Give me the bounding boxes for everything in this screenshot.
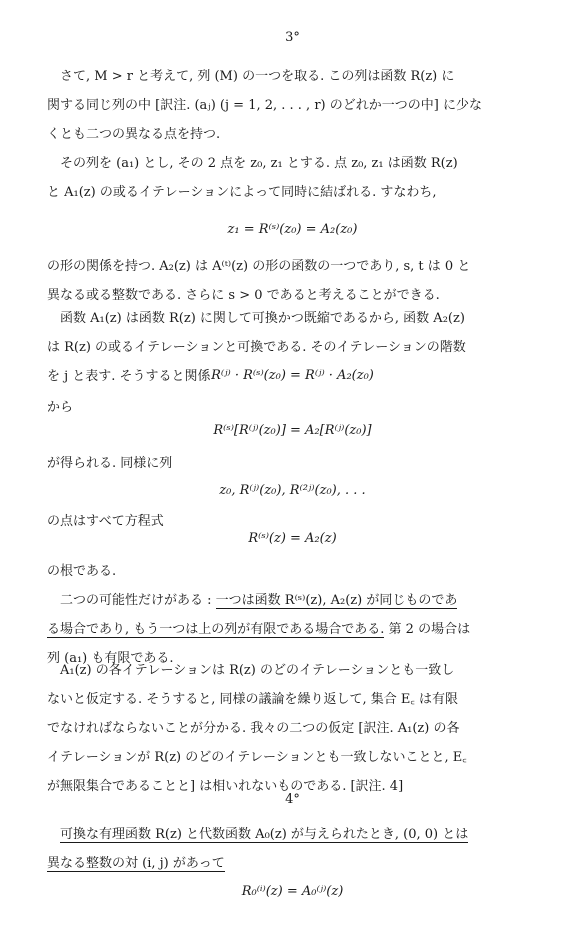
text-line: を j と表す. そうすると関係 [47, 369, 211, 384]
text-line [47, 615, 543, 644]
paragraph-8 [47, 557, 543, 586]
paragraph-5 [47, 393, 543, 422]
text-line: その列を (a₁) とし, その 2 点を z₀, z₁ とする. 点 z₀, z₁ は函数 R(z) [60, 156, 458, 171]
text-line: の形の関係を持つ. A₂(z) は A⁽ᵗ⁾(z) の形の函数の一つであり, s, t は 0 と [47, 259, 471, 274]
text-line: が無限集合であることと] は相いれないものである. [訳注. 4] [47, 779, 404, 794]
paragraph-2 [47, 149, 543, 207]
text-line: でなければならないことが分かる. 我々の二つの仮定 [訳注. A₁(z) の各 [47, 721, 460, 736]
paragraph-11 [47, 820, 543, 878]
underlined-text: る場合であり, もう一つは上の列が有限である場合である. [47, 622, 385, 637]
text-line: 函数 A₁(z) は函数 R(z) に関して可換かつ既縮であるから, 函数 A₂(z) [60, 311, 465, 326]
text-line [47, 849, 543, 878]
text-line: イテレーションが R(z) のどのイテレーションとも一致しないことと, E꜀ [47, 750, 467, 765]
text-line [47, 586, 543, 615]
equation-5: R⁽ˢ⁾(z) = A₂(z) [248, 531, 337, 546]
underlined-text: 可換な有理函数 R(z) と代数函数 A₀(z) が与えられたとき, (0, 0) とは [60, 827, 469, 842]
text-run: 第 2 の場合は [384, 622, 471, 637]
text-line: は R(z) の或るイテレーションと可換である. そのイテレーションの階数 [47, 340, 466, 355]
text-line: 列 (a₁) も有限である. [47, 651, 174, 666]
text-line: A₁(z) の各イテレーションは R(z) のどのイテレーションとも一致し [60, 663, 455, 678]
text-line: と A₁(z) の或るイテレーションによって同時に結ばれる. すなわち, [47, 185, 437, 200]
text-line: くとも二つの異なる点を持つ. [47, 127, 221, 142]
equation-3: R⁽ˢ⁾[R⁽ʲ⁾(z₀)] = A₂[R⁽ʲ⁾(z₀)] [213, 423, 372, 438]
underlined-text: 一つは函数 R⁽ˢ⁾(z), A₂(z) が同じものであ [215, 593, 458, 608]
equation-1: z₁ = R⁽ˢ⁾(z₀) = A₂(z₀) [227, 222, 358, 237]
text-line: の点はすべて方程式 [47, 514, 164, 529]
equation-2: R⁽ʲ⁾ · R⁽ˢ⁾(z₀) = R⁽ʲ⁾ · A₂(z₀) [211, 368, 374, 383]
section-3-heading: 3° [285, 30, 300, 45]
text-line: ないと仮定する. そうすると, 同様の議論を繰り返して, 集合 E꜀ は有限 [47, 692, 459, 707]
text-line: の根である. [47, 564, 117, 579]
text-line: さて, M > r と考えて, 列 (M) の一つを取る. この列は函数 R(z) に [60, 69, 455, 84]
underlined-text: 異なる整数の対 (i, j) があって [47, 856, 225, 871]
paragraph-1 [47, 62, 543, 149]
text-line: 異なる或る整数である. さらに s > 0 であると考えることができる. [47, 288, 440, 303]
equation-6: R₀⁽ⁱ⁾(z) = A₀⁽ʲ⁾(z) [241, 884, 344, 899]
paragraph-10 [47, 656, 543, 801]
text-line [47, 820, 543, 849]
paragraph-3 [47, 252, 543, 310]
text-line: 関する同じ列の中 [訳注. (aⱼ) (j = 1, 2, . . . , r) のどれか一つの中] に少な [47, 98, 482, 113]
text-line: が得られる. 同様に列 [47, 456, 173, 471]
text-run: 二つの可能性だけがある : [60, 593, 216, 608]
text-line: から [47, 400, 74, 415]
equation-4: z₀, R⁽ʲ⁾(z₀), R⁽²ʲ⁾(z₀), . . . [219, 483, 366, 498]
paragraph-6 [47, 449, 543, 478]
section-4-heading: 4° [285, 792, 300, 807]
